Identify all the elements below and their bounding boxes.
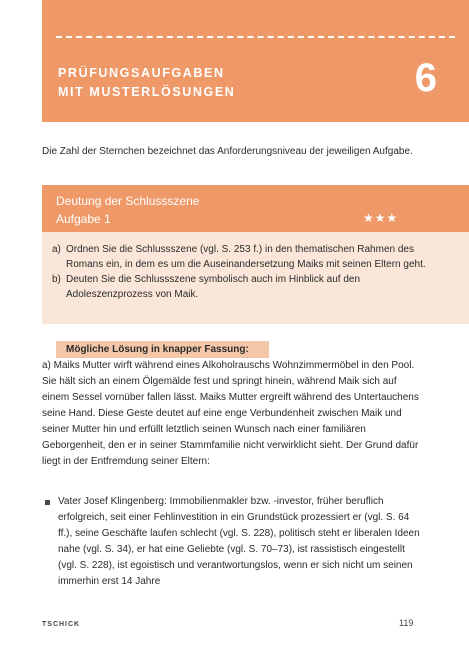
task-title: Deutung der Schlussszene [56, 194, 200, 208]
dashed-divider [56, 36, 455, 38]
intro-text: Die Zahl der Sternchen bezeichnet das Anforderungsniveau der jeweiligen Aufgabe. [42, 146, 413, 157]
solution-label: Mögliche Lösung in knapper Fassung: [56, 341, 269, 358]
chapter-title-line2: MIT MUSTERLÖSUNGEN [58, 85, 236, 99]
task-item-marker: a) [52, 244, 61, 255]
task-item [52, 272, 444, 302]
footer-book-title: TSCHICK [42, 621, 81, 628]
task-subtitle: Aufgabe 1 [56, 212, 111, 226]
chapter-header [42, 0, 469, 122]
task-item-text: Deuten Sie die Schlussszene symbolisch auch im Hinblick auf den Adoleszenzprozess von Maik. [66, 274, 361, 300]
bullet-text: Vater Josef Klingenberg: Immobilienmakler bzw. -investor, früher beruflich erfolgreich, seit einer Fehlinvestition in ein Grundstück prozessiert er (vgl. S. 64 ff.), seine Geschäfte laufen schlecht (vgl. S. 228), politisch steht er liberalen Ideen nahe (vgl. S. 34), er hat eine Geliebte (vgl. S. 70–73), ist rassistisch eingestellt (vgl. S. 228), ist egoistisch und verantwortungslos, wenn er sich nicht um seinen immerhin erst 14 Jahre [58, 496, 420, 587]
task-item-marker: b) [52, 274, 61, 285]
bullet-square-icon [45, 500, 50, 505]
difficulty-stars: ★★★ [363, 211, 399, 225]
task-items-panel [42, 232, 469, 324]
page-number: 119 [399, 618, 414, 628]
task-header [42, 185, 469, 232]
task-list [52, 242, 444, 302]
solution-paragraph: a) Maiks Mutter wirft während eines Alkoholrauschs Wohnzimmermöbel in den Pool. Sie hält sich an einem Ölgemälde fest und springt hinein, während Maik sich auf einem Sessel vornüber fallen lässt. Maiks Mutter ergreift während des Untertauchens seine Hand. Diese Geste deutet auf eine enge Verbundenheit zwischen Maik und seiner Mutter hin und erfüllt letztlich seinen Wunsch nach einer familiären Geborgenheit, den er in seiner Stammfamilie nicht verwirklicht sieht. Der Grund dafür liegt in der Entfremdung seiner Eltern: [42, 360, 419, 467]
task-item [52, 242, 444, 272]
chapter-title-line1: PRÜFUNGSAUFGABEN [58, 66, 225, 80]
chapter-number: 6 [414, 56, 437, 100]
task-item-text: Ordnen Sie die Schlussszene (vgl. S. 253 f.) in den thematischen Rahmen des Romans ein, in dem es um die Auseinandersetzung Maiks mit seinen Eltern geht. [66, 244, 426, 270]
chapter-title [58, 64, 235, 102]
